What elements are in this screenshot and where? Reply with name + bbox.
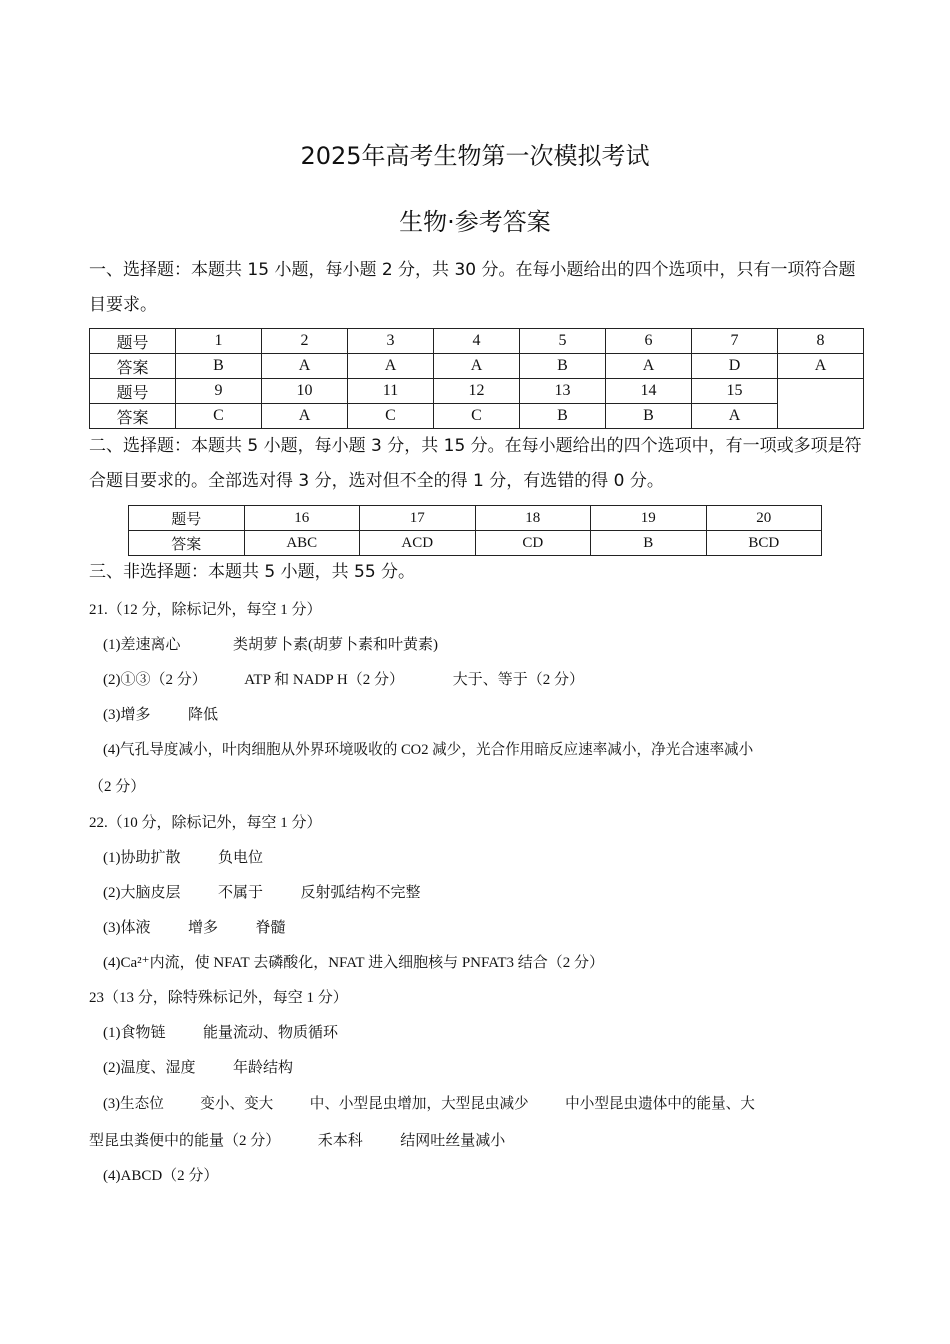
table-cell: ABC <box>244 531 360 556</box>
section1-heading: 一、选择题：本题共 15 小题，每小题 2 分，共 30 分。在每小题给出的四个选项中，只有一项符合题目要求。 <box>89 260 856 315</box>
table-cell: C <box>348 404 434 429</box>
table-cell: B <box>606 404 692 429</box>
table-cell: 11 <box>348 379 434 404</box>
table-row <box>129 531 822 556</box>
q23-answer-3: (3)生态位 变小、变大 中、小型昆虫增加，大型昆虫减少 中小型昆虫遗体中的能量、大 <box>103 1096 755 1112</box>
table-cell: 1 <box>176 329 262 354</box>
table-cell: 17 <box>360 506 476 531</box>
table-cell: A <box>778 354 864 379</box>
q22-answer-3: (3)体液 增多 脊髓 <box>103 920 286 936</box>
q21-answer-4: (4)气孔导度减小，叶肉细胞从外界环境吸收的 CO2 减少，光合作用暗反应速率减小，净光合速率减小 <box>103 742 754 758</box>
page-subtitle: 生物·参考答案 <box>399 208 551 236</box>
q21-answer-1: (1)差速离心 类胡萝卜素(胡萝卜素和叶黄素) <box>103 637 438 653</box>
table-cell: A <box>692 404 778 429</box>
row-label: 答案 <box>129 531 245 556</box>
table-cell: 10 <box>262 379 348 404</box>
row-label: 题号 <box>129 506 245 531</box>
q23-answer-2: (2)温度、湿度 年龄结构 <box>103 1060 293 1076</box>
table-cell: A <box>348 354 434 379</box>
table-cell: B <box>591 531 707 556</box>
q23-answer-3-cont: 型昆虫粪便中的能量（2 分） 禾本科 结网吐丝量减小 <box>89 1133 506 1149</box>
table-cell: ACD <box>360 531 476 556</box>
table-cell: 9 <box>176 379 262 404</box>
table-cell: 5 <box>520 329 606 354</box>
row-label: 答案 <box>90 404 176 429</box>
table-cell: 8 <box>778 329 864 354</box>
table-cell: C <box>176 404 262 429</box>
table-cell: 19 <box>591 506 707 531</box>
row-label: 答案 <box>90 354 176 379</box>
empty-cell <box>778 379 864 429</box>
table-cell: 2 <box>262 329 348 354</box>
q23-answer-4: (4)ABCD（2 分） <box>103 1168 219 1184</box>
table-cell: A <box>434 354 520 379</box>
table-cell: 18 <box>475 506 591 531</box>
q21-answer-4-cont: （2 分） <box>89 779 146 795</box>
table-cell: 4 <box>434 329 520 354</box>
q22-answer-1: (1)协助扩散 负电位 <box>103 850 263 866</box>
table-row <box>90 329 864 354</box>
q23-answer-1: (1)食物链 能量流动、物质循环 <box>103 1025 338 1041</box>
table-row <box>90 379 864 404</box>
table-cell: BCD <box>706 531 822 556</box>
q22-answer-2: (2)大脑皮层 不属于 反射弧结构不完整 <box>103 885 421 901</box>
section3-heading: 三、非选择题：本题共 5 小题，共 55 分。 <box>89 562 416 582</box>
section2-answer-table <box>128 505 822 556</box>
table-cell: 12 <box>434 379 520 404</box>
q21-answer-2: (2)①③（2 分） ATP 和 NADP H（2 分） 大于、等于（2 分） <box>103 672 584 688</box>
table-cell: B <box>520 354 606 379</box>
table-cell: 15 <box>692 379 778 404</box>
page-title: 2025年高考生物第一次模拟考试 <box>300 142 650 170</box>
q22-heading: 22.（10 分，除标记外，每空 1 分） <box>89 815 322 831</box>
table-cell: B <box>176 354 262 379</box>
q21-heading: 21.（12 分，除标记外，每空 1 分） <box>89 602 322 618</box>
table-cell: 13 <box>520 379 606 404</box>
table-row <box>129 506 822 531</box>
table-cell: D <box>692 354 778 379</box>
section1-answer-table <box>89 328 864 429</box>
table-cell: A <box>262 354 348 379</box>
table-cell: CD <box>475 531 591 556</box>
q21-answer-3: (3)增多 降低 <box>103 707 218 723</box>
table-row <box>90 404 864 429</box>
table-cell: 7 <box>692 329 778 354</box>
table-cell: 16 <box>244 506 360 531</box>
row-label: 题号 <box>90 379 176 404</box>
table-cell: 14 <box>606 379 692 404</box>
row-label: 题号 <box>90 329 176 354</box>
table-cell: A <box>262 404 348 429</box>
table-cell: C <box>434 404 520 429</box>
table-cell: 3 <box>348 329 434 354</box>
table-cell: B <box>520 404 606 429</box>
table-cell: A <box>606 354 692 379</box>
section2-heading: 二、选择题：本题共 5 小题，每小题 3 分，共 15 分。在每小题给出的四个选项中，有一项或多项是符合题目要求的。全部选对得 3 分，选对但不全的得 1 分，有选错的得 0 分。 <box>89 436 862 491</box>
table-cell: 20 <box>706 506 822 531</box>
q22-answer-4: (4)Ca²⁺内流，使 NFAT 去磷酸化，NFAT 进入细胞核与 PNFAT3 结合（2 分） <box>103 955 605 971</box>
q23-heading: 23（13 分，除特殊标记外，每空 1 分） <box>89 990 348 1006</box>
table-row <box>90 354 864 379</box>
table-cell: 6 <box>606 329 692 354</box>
